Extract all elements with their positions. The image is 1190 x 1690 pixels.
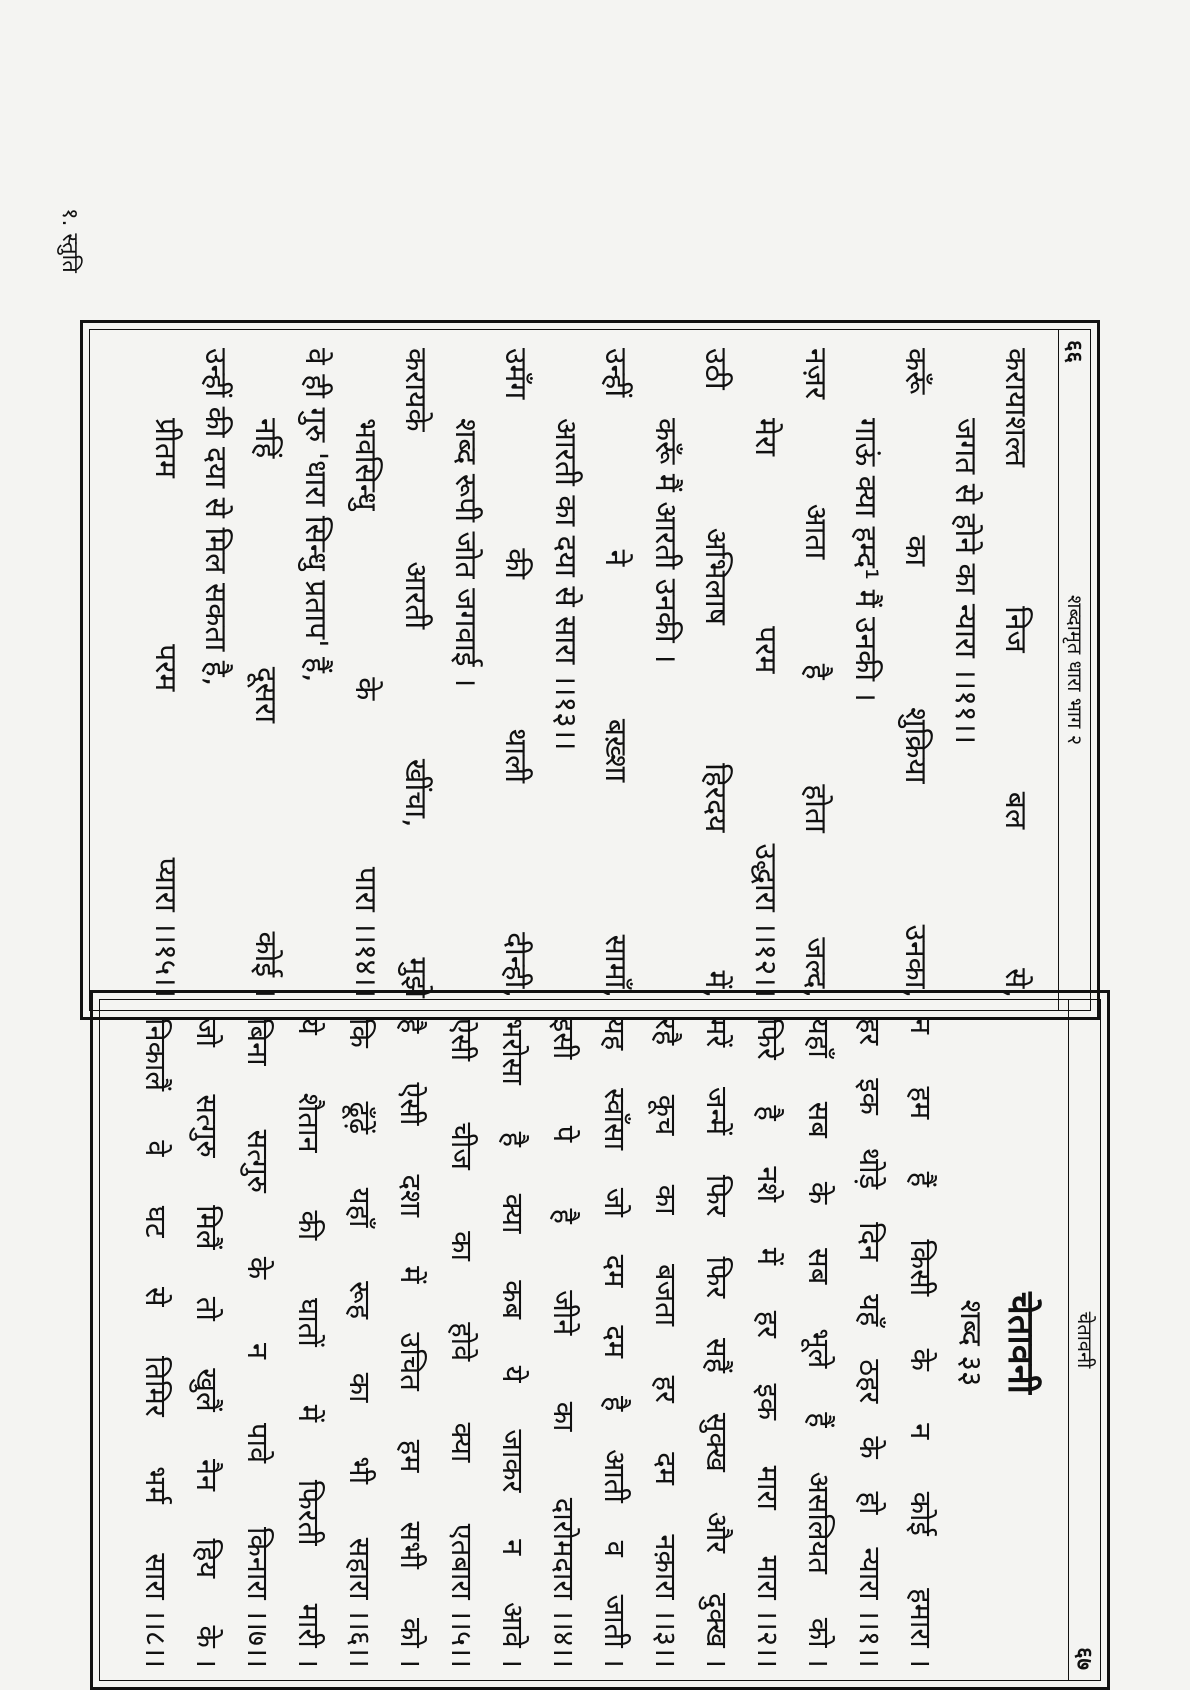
verse-line <box>436 1018 487 1668</box>
verse-word: भी <box>343 1456 377 1485</box>
verse-word: अभिलाष <box>698 527 733 625</box>
verse-word: करायके <box>398 348 433 432</box>
verse-word: सब <box>802 1248 836 1285</box>
verse-line <box>840 348 890 998</box>
chapter-title: चेतावनी <box>1000 1291 1041 1395</box>
verse-word: हिरदय <box>698 763 733 833</box>
verse-word: यहाँ <box>343 1187 377 1228</box>
verse-word: दूसरा <box>248 666 283 724</box>
verse-word: न <box>241 1343 275 1360</box>
verse-word: जगत से होने का न्यारा ।।११।। <box>948 418 983 745</box>
verse-word: में <box>292 1404 326 1423</box>
verse-word: नज़र <box>798 348 833 400</box>
verse-word: बिना <box>241 1018 275 1066</box>
verse-word: प्रीतम <box>148 418 183 478</box>
verse-word: ऐसी <box>445 1018 479 1062</box>
verse-line <box>990 348 1040 998</box>
verse-word: ये <box>496 1365 530 1383</box>
verse-line <box>895 1018 946 1668</box>
verse-word: जो <box>598 1187 632 1217</box>
verse-word: दम <box>598 1325 632 1359</box>
verse-word: रूह <box>343 1281 377 1320</box>
verse-line <box>540 348 590 998</box>
verse-word: बजता <box>649 1264 683 1327</box>
verse-word: यह <box>598 1018 632 1051</box>
verse-word: भरोसा <box>496 1018 530 1085</box>
verse-word: हैं <box>904 1171 938 1187</box>
verse-word: सभी <box>394 1521 428 1569</box>
verse-word: उमँग <box>498 348 533 400</box>
verse-word: इसी <box>547 1018 581 1060</box>
verse-word: किसी <box>904 1239 938 1297</box>
verse-word: भवसिन्धु <box>348 418 383 511</box>
verse-word: मरें <box>700 1018 734 1048</box>
verse-word: मारी । <box>292 1603 326 1668</box>
verse-word: के <box>802 1181 836 1205</box>
verse-word: जन्में <box>700 1087 734 1136</box>
verse-word: नहिं <box>248 418 283 459</box>
verse-word: न्यारा ।।१।। <box>853 1547 887 1668</box>
verse-word: हमारा । <box>904 1588 938 1668</box>
verse-line <box>283 1018 334 1668</box>
verse-word: क्या <box>496 1193 530 1234</box>
verse-word: घातों <box>292 1298 326 1347</box>
verse-word: न <box>496 1539 530 1556</box>
verse-line <box>130 1018 181 1668</box>
verse-word: फिर <box>700 1174 734 1217</box>
verse-word: ने <box>598 549 633 567</box>
verse-word: यहँ <box>853 1294 887 1327</box>
verse-word: करायाशल्त <box>998 348 1033 468</box>
verse-line <box>640 348 690 998</box>
verse-word: से <box>139 1287 173 1307</box>
verse-word: आरती <box>398 561 433 630</box>
verse-word: इक <box>853 1078 887 1115</box>
verse-line <box>740 348 790 998</box>
verse-word: जाती । <box>598 1594 632 1668</box>
verse-word: का <box>445 1231 479 1261</box>
verse-word: जल्द, <box>798 937 833 998</box>
verse-word: मारा <box>751 1465 785 1510</box>
shabd-label: शब्द ३३ <box>953 1299 988 1387</box>
verse-word: होता <box>798 784 833 833</box>
verse-word: सब <box>802 1101 836 1138</box>
verse-word: पावे <box>241 1422 275 1464</box>
verse-word: परम <box>148 644 183 692</box>
verse-word: है <box>496 1131 530 1147</box>
verse-word: हर <box>751 1310 785 1338</box>
verse-word: ऐसी <box>394 1082 428 1126</box>
verse-word: सत्गुरु <box>241 1129 275 1193</box>
verse-word: थाली <box>498 728 533 784</box>
page-number: ६७ <box>1071 1647 1097 1670</box>
verse-word: ये <box>292 1018 326 1035</box>
verse-line <box>640 1018 691 1668</box>
verse-word: का <box>898 535 933 567</box>
verse-word: पे <box>547 1125 581 1143</box>
verse-word: वे <box>139 1140 173 1157</box>
verse-line <box>334 1018 385 1668</box>
verse-word: आता <box>798 503 833 560</box>
verse-word: कूच <box>649 1094 683 1136</box>
verse-word: हो <box>853 1491 887 1515</box>
verse-line <box>691 1018 742 1668</box>
verse-word: का <box>649 1184 683 1215</box>
verse-word: की <box>498 548 533 580</box>
verse-word: उनका, <box>898 924 933 998</box>
verse-line <box>538 1018 589 1668</box>
verse-word: यहाँ <box>802 1018 836 1058</box>
verse-word: करूँ मैं आरती उनकी । <box>648 418 683 664</box>
verse-line <box>190 348 240 998</box>
verse-word: तिमिर <box>139 1356 173 1417</box>
verse-word: सारा ।।८।। <box>139 1553 173 1668</box>
verse-word: जाकर <box>496 1429 530 1493</box>
verse-word: कि <box>343 1018 377 1048</box>
left-page <box>80 320 1100 1020</box>
verse-word: दिन <box>853 1222 887 1262</box>
verse-line <box>440 348 490 998</box>
verse-word: दारोमदारा ।।४।। <box>547 1497 581 1668</box>
verse-word: खींचा, <box>398 758 433 828</box>
verse-word: आती <box>598 1449 632 1503</box>
verse-word: और <box>700 1511 734 1554</box>
verse-word: ठहर <box>853 1359 887 1404</box>
verse-word: किनारा ।।७।। <box>241 1526 275 1668</box>
verse-word: स्वाँसा <box>598 1088 632 1151</box>
verse-word: कब <box>496 1280 530 1320</box>
verse-word: कोई <box>904 1491 938 1536</box>
verse-word: आरती का दया से सारा ।।१३।। <box>548 418 583 751</box>
verse-word: नशे <box>751 1166 785 1203</box>
verse-word: है <box>798 663 833 680</box>
verse-word: क्या <box>445 1422 479 1463</box>
verse-word: निज <box>998 606 1033 653</box>
verse-word: चीज <box>445 1122 479 1170</box>
verse-word: शब्द रूपी जोत जगवाई । <box>448 418 483 688</box>
verse-word: रहै <box>649 1018 683 1046</box>
verse-line <box>940 348 990 998</box>
verse-word: सुक्ख <box>700 1412 734 1472</box>
verse-word: दम <box>598 1254 632 1288</box>
verse-word: है <box>394 1018 428 1034</box>
verse-word: है <box>598 1395 632 1412</box>
verse-line <box>340 348 390 998</box>
verse-word: का <box>343 1372 377 1403</box>
page-number: ६६ <box>1061 340 1087 363</box>
verse-word: हैं <box>802 1412 836 1428</box>
verse-word: से, <box>998 968 1033 998</box>
verse-line <box>290 348 340 998</box>
verse-word: प्यारा ।।१५।। <box>148 857 183 998</box>
verse-word: है <box>547 1208 581 1224</box>
verse-word: बल <box>998 791 1033 830</box>
verse-word: ढूँढ़ें <box>343 1101 377 1135</box>
verse-word: पारा ।।१४।। <box>348 866 383 998</box>
verse-word: उन्हीं <box>598 348 633 398</box>
verse-word: फिरे <box>751 1018 785 1060</box>
verse-word: घट <box>139 1205 173 1238</box>
verse-word: थोड़े <box>853 1147 887 1190</box>
page-header <box>1058 330 1092 1010</box>
verse-word: मेरा <box>748 418 783 456</box>
verse-word: मारा ।।२।। <box>751 1555 785 1668</box>
verse-line <box>487 1018 538 1668</box>
verse-word: नैन <box>190 1458 224 1492</box>
verse-word: दशा <box>394 1174 428 1218</box>
verse-word: इक <box>751 1383 785 1421</box>
verse-word: के <box>904 1348 938 1371</box>
verse-word: असलियत <box>802 1471 836 1574</box>
footnote: १. स्तुति <box>57 208 82 273</box>
verse-line <box>181 1018 232 1668</box>
verse-word: व <box>598 1540 632 1557</box>
verse-line <box>140 348 190 998</box>
verse-word: मुझे <box>398 957 433 998</box>
verse-word: नक़ारा ।।३।। <box>649 1534 683 1668</box>
verse-word: गाऊं क्या हम्द¹ मैं उनकी । <box>848 418 883 702</box>
verse-word: फिरती <box>292 1479 326 1546</box>
verse-word: हर <box>853 1018 887 1046</box>
verse-word: परम <box>748 626 783 674</box>
verse-word: उचित <box>394 1332 428 1391</box>
verse-word: कोई । <box>248 931 283 998</box>
verse-word: में <box>751 1247 785 1266</box>
running-title: चेतावनी <box>1073 1311 1097 1369</box>
verse-word: खुलैं <box>190 1368 224 1412</box>
verse-word: न <box>904 1423 938 1440</box>
verse-word: में <box>394 1266 428 1284</box>
verse-line <box>590 348 640 998</box>
verse-word: वे ही गुरु 'धारा सिन्धु प्रताप' हैं, <box>298 348 333 683</box>
verse-word: भूले <box>802 1328 836 1369</box>
verse-word: शैतान <box>292 1092 326 1153</box>
right-page <box>90 990 1110 1690</box>
verse-word: निकालैं <box>139 1018 173 1092</box>
verse-line <box>793 1018 844 1668</box>
verse-word: जीने <box>547 1290 581 1336</box>
verse-word: उन्हीं की दया से मिल सकता है, <box>198 348 233 687</box>
verse-line <box>385 1018 436 1668</box>
verse-word: के <box>241 1256 275 1280</box>
verse-line <box>742 1018 793 1668</box>
verse-word: को । <box>394 1617 428 1668</box>
verse-line <box>240 348 290 998</box>
verse-word: न <box>904 1018 938 1035</box>
verse-word: सहारा ।।६।। <box>343 1537 377 1668</box>
verse-word: सामाँ, <box>598 934 633 998</box>
verse-word: है <box>751 1105 785 1121</box>
verse-word: होवे <box>445 1322 479 1362</box>
verse-word: हर <box>649 1375 683 1403</box>
verse-line <box>790 348 840 998</box>
verse-line <box>490 348 540 998</box>
verse-line <box>232 1018 283 1668</box>
verse-word: को । <box>802 1617 836 1668</box>
page-header <box>1068 1000 1102 1680</box>
verse-word: शुक्रिया <box>898 707 933 784</box>
verse-word: मिलैं <box>190 1205 224 1250</box>
poem-body <box>100 348 1040 998</box>
verse-word: उद्धारा ।।१२।। <box>748 843 783 998</box>
verse-word: जो <box>190 1018 224 1048</box>
verse-word: में, <box>698 970 733 998</box>
verse-word: दीन्ही, <box>498 932 533 998</box>
verse-word: फिर <box>700 1256 734 1299</box>
verse-word: के <box>853 1436 887 1459</box>
verse-word: का <box>547 1401 581 1432</box>
running-title: शब्दामृत धारा भाग २ <box>1063 594 1087 746</box>
verse-line <box>390 348 440 998</box>
verse-line <box>690 348 740 998</box>
verse-line <box>890 348 940 998</box>
verse-word: सत्गुरु <box>190 1094 224 1158</box>
verse-word: करूँ <box>898 348 933 395</box>
verse-word: के <box>348 677 383 701</box>
verse-word: हम <box>904 1086 938 1120</box>
verse-word: तो <box>190 1296 224 1321</box>
verse-line <box>844 1018 895 1668</box>
verse-word: की <box>292 1210 326 1241</box>
verse-word: बख़्शा <box>598 718 633 783</box>
verse-word: दुक्ख । <box>700 1592 734 1668</box>
verse-word: सहैं <box>700 1338 734 1374</box>
verse-word: भर्म <box>139 1466 173 1504</box>
verse-word: एतबारा ।।५।। <box>445 1523 479 1668</box>
verse-word: के । <box>190 1625 224 1668</box>
verse-word: आवे । <box>496 1602 530 1668</box>
verse-word: उठी <box>698 348 733 390</box>
verse-word: दम <box>649 1452 683 1485</box>
verse-line <box>589 1018 640 1668</box>
poem-body <box>110 1018 1050 1668</box>
verse-word: हिय <box>190 1538 224 1579</box>
verse-word: हम <box>394 1439 428 1473</box>
